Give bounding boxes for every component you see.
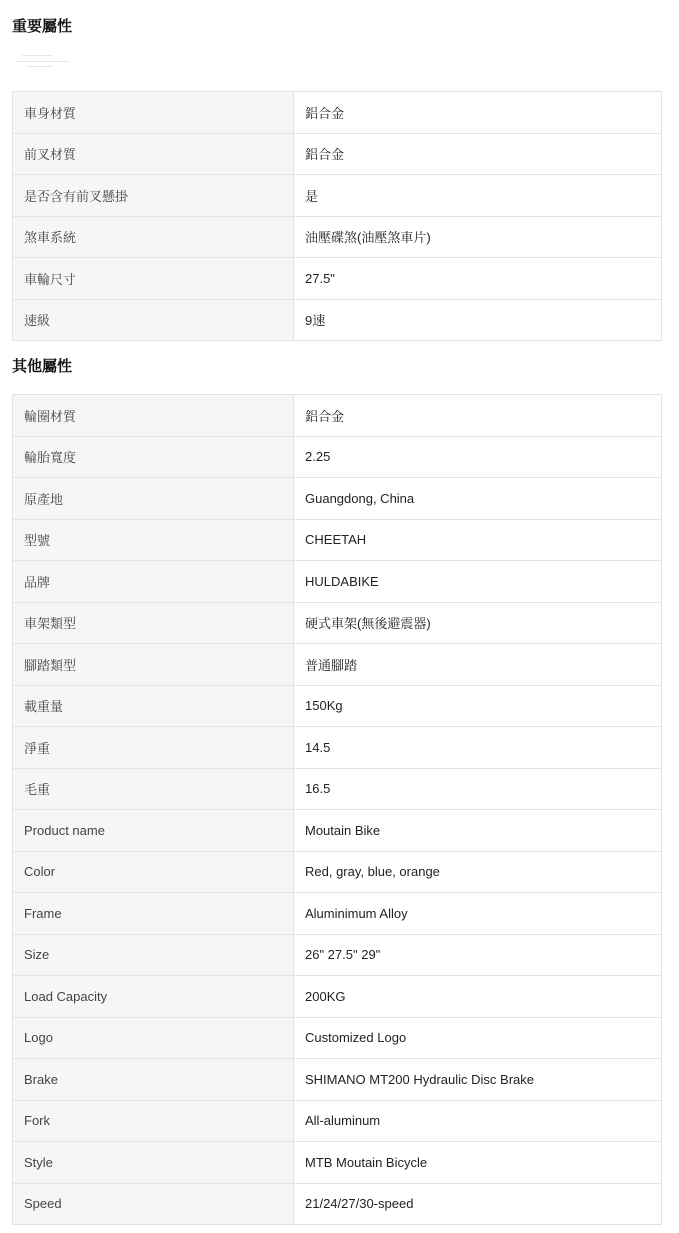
table-row [13, 133, 662, 175]
attribute-value: 鋁合金 [294, 395, 662, 437]
attribute-label: 速級 [13, 299, 294, 341]
attribute-label: 腳踏類型 [13, 644, 294, 686]
attribute-value: SHIMANO MT200 Hydraulic Disc Brake [294, 1059, 662, 1101]
table-row [13, 299, 662, 341]
attribute-value: 普通腳踏 [294, 644, 662, 686]
attribute-label: 型號 [13, 519, 294, 561]
attribute-value: MTB Moutain Bicycle [294, 1142, 662, 1184]
attribute-value: 16.5 [294, 768, 662, 810]
attribute-label: 原產地 [13, 478, 294, 520]
key-attributes-table [12, 91, 662, 341]
table-row [13, 893, 662, 935]
attribute-value: 硬式車架(無後避震器) [294, 602, 662, 644]
attribute-label: 是否含有前叉懸掛 [13, 175, 294, 217]
table-row [13, 92, 662, 134]
attribute-value: 14.5 [294, 727, 662, 769]
other-attributes-title: 其他屬性 [12, 358, 73, 375]
attribute-value: All-aluminum [294, 1100, 662, 1142]
attribute-value: 鋁合金 [294, 133, 662, 175]
table-row [13, 644, 662, 686]
attribute-value: 26" 27.5" 29" [294, 934, 662, 976]
table-row [13, 1142, 662, 1184]
table-row [13, 685, 662, 727]
attribute-label: 車輪尺寸 [13, 258, 294, 300]
attribute-value: Red, gray, blue, orange [294, 851, 662, 893]
table-row [13, 851, 662, 893]
attribute-label: 車架類型 [13, 602, 294, 644]
table-row [13, 810, 662, 852]
attribute-value: Guangdong, China [294, 478, 662, 520]
table-row [13, 1100, 662, 1142]
attribute-label: 淨重 [13, 727, 294, 769]
attribute-label: 前叉材質 [13, 133, 294, 175]
table-row [13, 395, 662, 437]
attribute-label: Load Capacity [13, 976, 294, 1018]
attribute-value: 200KG [294, 976, 662, 1018]
attribute-value: 27.5" [294, 258, 662, 300]
faint-placeholder-graphic [16, 50, 72, 70]
attribute-value: Customized Logo [294, 1017, 662, 1059]
attribute-label: Size [13, 934, 294, 976]
table-row [13, 768, 662, 810]
attribute-label: Brake [13, 1059, 294, 1101]
table-row [13, 216, 662, 258]
attribute-label: 載重量 [13, 685, 294, 727]
attribute-label: Product name [13, 810, 294, 852]
table-row [13, 727, 662, 769]
attribute-value: HULDABIKE [294, 561, 662, 603]
attribute-value: 是 [294, 175, 662, 217]
table-row [13, 561, 662, 603]
attribute-value: 油壓碟煞(油壓煞車片) [294, 216, 662, 258]
table-row [13, 1059, 662, 1101]
attribute-label: 煞車系統 [13, 216, 294, 258]
table-row [13, 258, 662, 300]
table-row [13, 436, 662, 478]
attribute-label: 輪圈材質 [13, 395, 294, 437]
table-row [13, 175, 662, 217]
attribute-value: CHEETAH [294, 519, 662, 561]
table-row [13, 519, 662, 561]
attribute-label: 品牌 [13, 561, 294, 603]
attribute-label: Fork [13, 1100, 294, 1142]
attribute-label: 車身材質 [13, 92, 294, 134]
attribute-value: 鋁合金 [294, 92, 662, 134]
table-row [13, 1183, 662, 1225]
attribute-value: Moutain Bike [294, 810, 662, 852]
key-attributes-title: 重要屬性 [12, 18, 73, 35]
attribute-label: Style [13, 1142, 294, 1184]
attribute-label: Logo [13, 1017, 294, 1059]
attribute-label: 輪胎寬度 [13, 436, 294, 478]
attribute-label: Frame [13, 893, 294, 935]
attribute-value: 21/24/27/30-speed [294, 1183, 662, 1225]
table-row [13, 934, 662, 976]
attribute-value: 2.25 [294, 436, 662, 478]
attribute-label: Color [13, 851, 294, 893]
attribute-label: Speed [13, 1183, 294, 1225]
attribute-value: Aluminimum Alloy [294, 893, 662, 935]
table-row [13, 1017, 662, 1059]
attribute-value: 150Kg [294, 685, 662, 727]
table-row [13, 976, 662, 1018]
attribute-label: 毛重 [13, 768, 294, 810]
table-row [13, 478, 662, 520]
other-attributes-table [12, 394, 662, 1225]
table-row [13, 602, 662, 644]
attribute-value: 9速 [294, 299, 662, 341]
